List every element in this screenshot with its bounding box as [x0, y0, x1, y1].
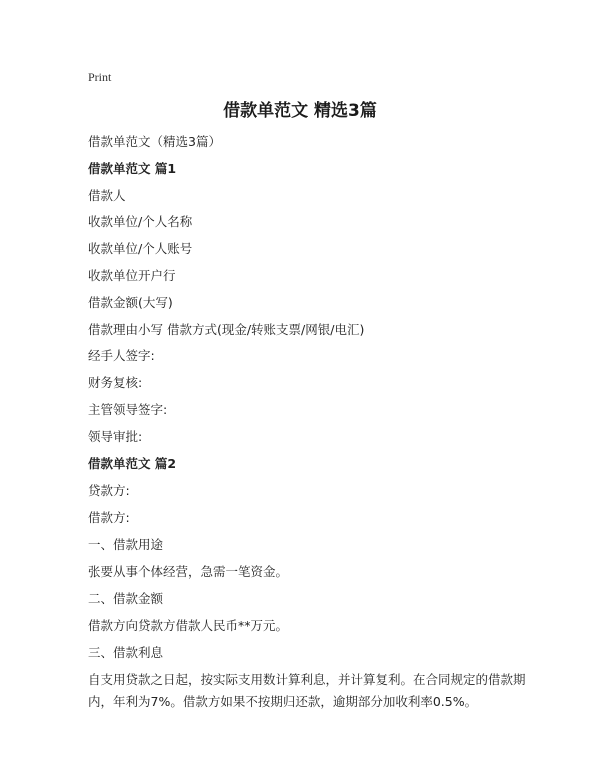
- section1-line: 领导审批:: [88, 429, 143, 444]
- document-title: 借款单范文 精选3篇: [223, 101, 377, 121]
- section2-line: 一、借款用途: [88, 537, 164, 552]
- print-header: Print: [88, 70, 112, 84]
- interest-paragraph: 自支用贷款之日起，按实际支用数计算利息，并计算复利。在合同规定的借款期内，年利为7%。借款方如果不按期归还款，逾期部分加收利率0.5%。: [88, 672, 526, 709]
- section2-line: 三、借款利息: [88, 645, 164, 660]
- section1-line: 借款金额(大写): [88, 295, 173, 310]
- section1-heading: 借款单范文 篇1: [88, 161, 177, 176]
- section1-line: 借款人: [88, 188, 126, 203]
- section1-line: 收款单位开户行: [88, 268, 176, 283]
- section1-line: 借款理由小写 借款方式(现金/转账支票/网银/电汇): [88, 322, 365, 337]
- section2-line: 二、借款金额: [88, 591, 164, 606]
- section2-heading: 借款单范文 篇2: [88, 456, 177, 471]
- section2-line: 借款方:: [88, 510, 130, 525]
- section1-line: 收款单位/个人账号: [88, 241, 193, 256]
- section2-line: 借款方向贷款方借款人民币**万元。: [88, 618, 289, 633]
- intro-line: 借款单范文（精选3篇）: [88, 134, 221, 149]
- section1-line: 财务复核:: [88, 375, 143, 390]
- section2-line: 张要从事个体经营，急需一笔资金。: [88, 564, 289, 579]
- section1-line: 收款单位/个人名称: [88, 214, 193, 229]
- section1-line: 经手人签字:: [88, 348, 155, 363]
- section2-line: 贷款方:: [88, 483, 130, 498]
- section1-line: 主管领导签字:: [88, 402, 168, 417]
